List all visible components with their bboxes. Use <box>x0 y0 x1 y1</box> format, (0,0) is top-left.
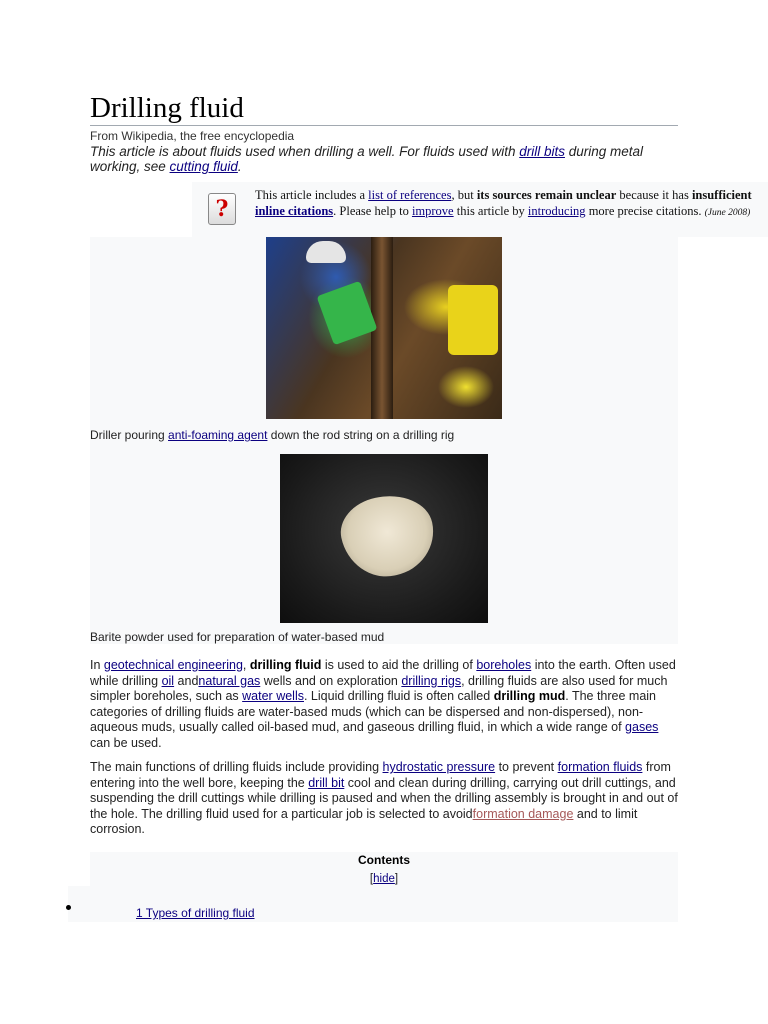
cutting-fluid-link[interactable]: cutting fluid <box>169 159 238 174</box>
page-title: Drilling fluid <box>90 92 244 124</box>
bold-term: drilling fluid <box>249 658 322 672</box>
helmet-shape <box>306 241 346 263</box>
bucket-shape <box>316 281 377 346</box>
hydrostatic-pressure-link[interactable]: hydrostatic pressure <box>382 760 496 774</box>
body-text: to prevent <box>495 760 558 774</box>
toc-title: Contents <box>358 853 410 867</box>
boreholes-link[interactable]: boreholes <box>476 658 532 672</box>
anti-foaming-agent-link[interactable]: anti-foaming agent <box>168 428 268 442</box>
site-subtitle: From Wikipedia, the free encyclopedia <box>90 129 295 143</box>
citation-notice-text <box>255 187 768 221</box>
body-text: is used to aid the drilling of <box>321 658 477 672</box>
question-mark-icon: ? <box>208 193 236 225</box>
inline-citations-link[interactable] <box>255 204 333 218</box>
body-text: , drilling fluids are also used for much simpler boreholes, such as <box>90 673 668 703</box>
body-text: The main functions of drilling fluids include providing <box>90 760 383 774</box>
barite-pile-shape <box>335 487 442 584</box>
body-text: and to limit corrosion. <box>90 806 638 836</box>
formation-fluids-link[interactable]: formation fluids <box>557 760 643 774</box>
drill-bits-link[interactable]: drill bits <box>519 144 565 159</box>
water-wells-link[interactable]: water wells <box>242 689 304 703</box>
introducing-link[interactable]: introducing <box>527 204 586 218</box>
toc-item-types-of-drilling-fluid[interactable]: 1 Types of drilling fluid <box>136 906 255 920</box>
notice-text: , but <box>451 188 477 202</box>
notice-date: (June 2008) <box>704 208 751 218</box>
driller-photo-caption <box>90 428 454 442</box>
bracket: [ <box>369 873 374 885</box>
body-text: . The three main categories of drilling fluids are water-based muds (which can be dispersed and non-dispersed), non-aqueous muds, usually called oil-based mud, and gaseous drilling fluid, in which a wide range of <box>90 689 657 734</box>
notice-text: this article by <box>453 204 528 218</box>
functions-paragraph <box>90 760 678 838</box>
body-text: , <box>242 658 250 672</box>
geotechnical-engineering-link[interactable]: geotechnical engineering <box>103 658 243 672</box>
rig-machinery-shape <box>448 285 498 355</box>
notice-bold-text: its sources remain unclear <box>476 188 617 202</box>
toc-hide-link[interactable]: hide <box>373 873 395 885</box>
body-text: wells and on exploration <box>260 673 402 688</box>
hatnote-text: during metal working, see <box>90 144 644 174</box>
bold-term: drilling mud <box>493 689 566 703</box>
image-gallery <box>90 237 678 644</box>
barite-photo[interactable] <box>280 454 488 623</box>
body-text: from entering into the well bore, keeping the <box>90 760 671 790</box>
citation-notice <box>192 182 768 237</box>
natural-gas-link[interactable]: natural gas <box>198 673 261 688</box>
body-text: cool and clean during drilling, carrying out drill cuttings, and suspending the drill cuttings while drilling is paused and when the drilling assembly is brought in and out of the hole. The drilling fluid used for a particular job is selected to avoid <box>90 775 678 821</box>
inline-citations-label: inline citations <box>255 204 334 218</box>
title-divider <box>90 125 678 126</box>
caption-text: down the rod string on a drilling rig <box>267 428 455 442</box>
notice-text: This article includes a <box>255 188 369 202</box>
driller-photo[interactable] <box>266 237 502 419</box>
drill-bit-link[interactable]: drill bit <box>308 775 345 790</box>
hatnote-text: . <box>237 159 242 174</box>
gases-link[interactable]: gases <box>625 720 659 734</box>
toc-hide-toggle <box>90 873 678 885</box>
notice-text: more precise citations. <box>585 204 702 218</box>
notice-bold-text: insufficient <box>691 188 752 202</box>
bullet-icon <box>66 905 71 910</box>
barite-photo-caption: Barite powder used for preparation of water-based mud <box>90 630 385 644</box>
notice-text: . Please help to <box>333 204 412 218</box>
formation-damage-link[interactable]: formation damage <box>472 806 574 821</box>
hatnote <box>90 144 678 174</box>
bracket: ] <box>394 873 399 885</box>
oil-link[interactable]: oil <box>161 673 175 688</box>
body-text: . Liquid drilling fluid is often called <box>303 689 494 703</box>
improve-link[interactable]: improve <box>411 204 454 218</box>
caption-text: Driller pouring <box>90 428 169 442</box>
body-text: In <box>90 658 104 672</box>
list-of-references-link[interactable]: list of references <box>368 188 452 202</box>
body-text: can be used. <box>90 735 162 750</box>
toc-background <box>68 886 90 922</box>
notice-text: because it has <box>616 188 692 202</box>
hatnote-text: This article is about fluids used when drilling a well. For fluids used with <box>90 144 520 159</box>
body-text: and <box>174 673 199 688</box>
body-text: into the earth. Often used while drilling <box>90 658 676 688</box>
drilling-rigs-link[interactable]: drilling rigs <box>401 673 462 688</box>
intro-paragraph <box>90 658 678 751</box>
